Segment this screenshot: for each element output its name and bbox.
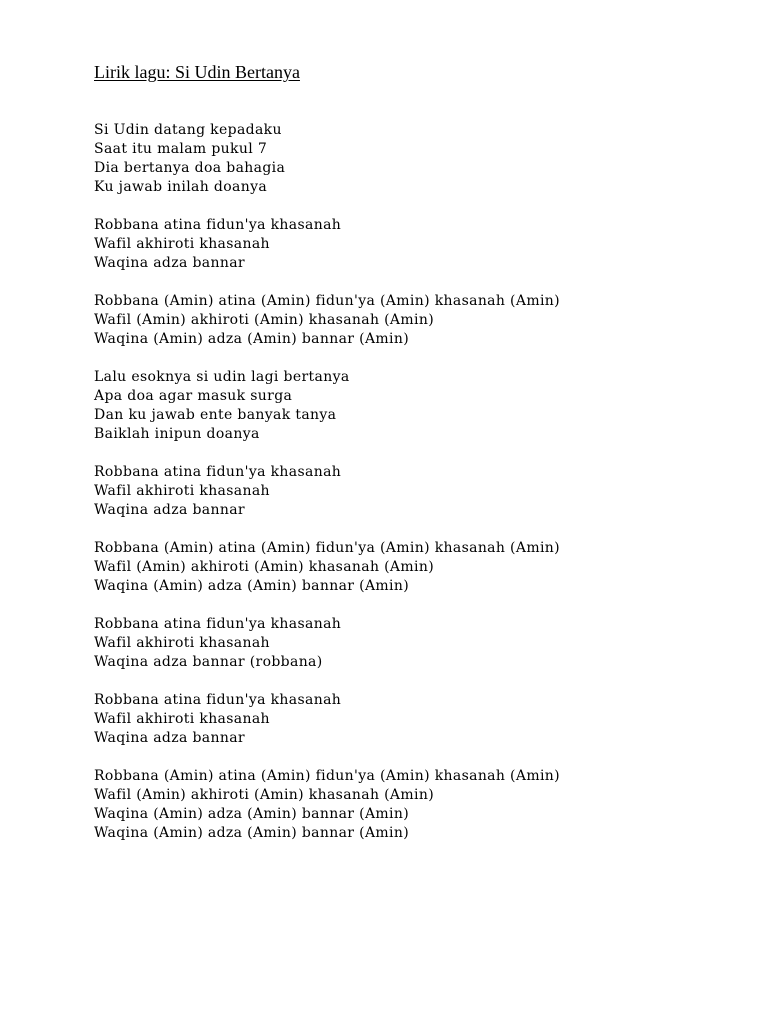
lyric-line: Baiklah inipun doanya	[94, 426, 260, 442]
lyric-line: Dia bertanya doa bahagia	[94, 160, 286, 176]
lyric-stanza	[94, 463, 734, 520]
lyric-line: Waqina (Amin) adza (Amin) bannar (Amin)	[94, 331, 410, 347]
lyric-line: Robbana (Amin) atina (Amin) fidun'ya (Amin) khasanah (Amin)	[94, 540, 560, 556]
lyric-line: Wafil akhiroti khasanah	[94, 711, 270, 727]
lyric-stanza	[94, 539, 734, 596]
lyrics-body	[94, 121, 734, 862]
lyric-line: Wafil (Amin) akhiroti (Amin) khasanah (Amin)	[94, 559, 435, 575]
lyric-line: Waqina (Amin) adza (Amin) bannar (Amin)	[94, 578, 410, 594]
lyric-stanza	[94, 691, 734, 748]
lyric-line: Wafil (Amin) akhiroti (Amin) khasanah (Amin)	[94, 312, 435, 328]
lyric-stanza	[94, 121, 734, 197]
lyric-line: Waqina (Amin) adza (Amin) bannar (Amin)	[94, 825, 410, 841]
lyric-line: Apa doa agar masuk surga	[94, 388, 293, 404]
lyric-line: Wafil akhiroti khasanah	[94, 635, 270, 651]
lyric-line: Robbana atina fidun'ya khasanah	[94, 692, 342, 708]
lyric-line: Robbana (Amin) atina (Amin) fidun'ya (Amin) khasanah (Amin)	[94, 768, 560, 784]
lyric-line: Dan ku jawab ente banyak tanya	[94, 407, 337, 423]
lyric-stanza	[94, 615, 734, 672]
lyric-stanza	[94, 216, 734, 273]
lyric-line: Waqina (Amin) adza (Amin) bannar (Amin)	[94, 806, 410, 822]
lyric-line: Lalu esoknya si udin lagi bertanya	[94, 369, 350, 385]
lyric-line: Robbana (Amin) atina (Amin) fidun'ya (Amin) khasanah (Amin)	[94, 293, 560, 309]
lyric-line: Saat itu malam pukul 7	[94, 141, 268, 157]
lyric-line: Si Udin datang kepadaku	[94, 122, 282, 138]
lyric-line: Wafil (Amin) akhiroti (Amin) khasanah (Amin)	[94, 787, 435, 803]
lyric-line: Waqina adza bannar	[94, 502, 245, 518]
lyric-line: Ku jawab inilah doanya	[94, 179, 268, 195]
lyric-line: Waqina adza bannar (robbana)	[94, 654, 323, 670]
lyric-line: Robbana atina fidun'ya khasanah	[94, 616, 342, 632]
lyric-line: Robbana atina fidun'ya khasanah	[94, 464, 342, 480]
lyric-line: Waqina adza bannar	[94, 730, 245, 746]
lyric-line: Wafil akhiroti khasanah	[94, 483, 270, 499]
lyric-stanza	[94, 292, 734, 349]
lyric-line: Wafil akhiroti khasanah	[94, 236, 270, 252]
lyric-line: Robbana atina fidun'ya khasanah	[94, 217, 342, 233]
lyric-line: Waqina adza bannar	[94, 255, 245, 271]
lyric-stanza	[94, 767, 734, 843]
lyric-stanza	[94, 368, 734, 444]
document-title: Lirik lagu: Si Udin Bertanya	[94, 62, 300, 82]
